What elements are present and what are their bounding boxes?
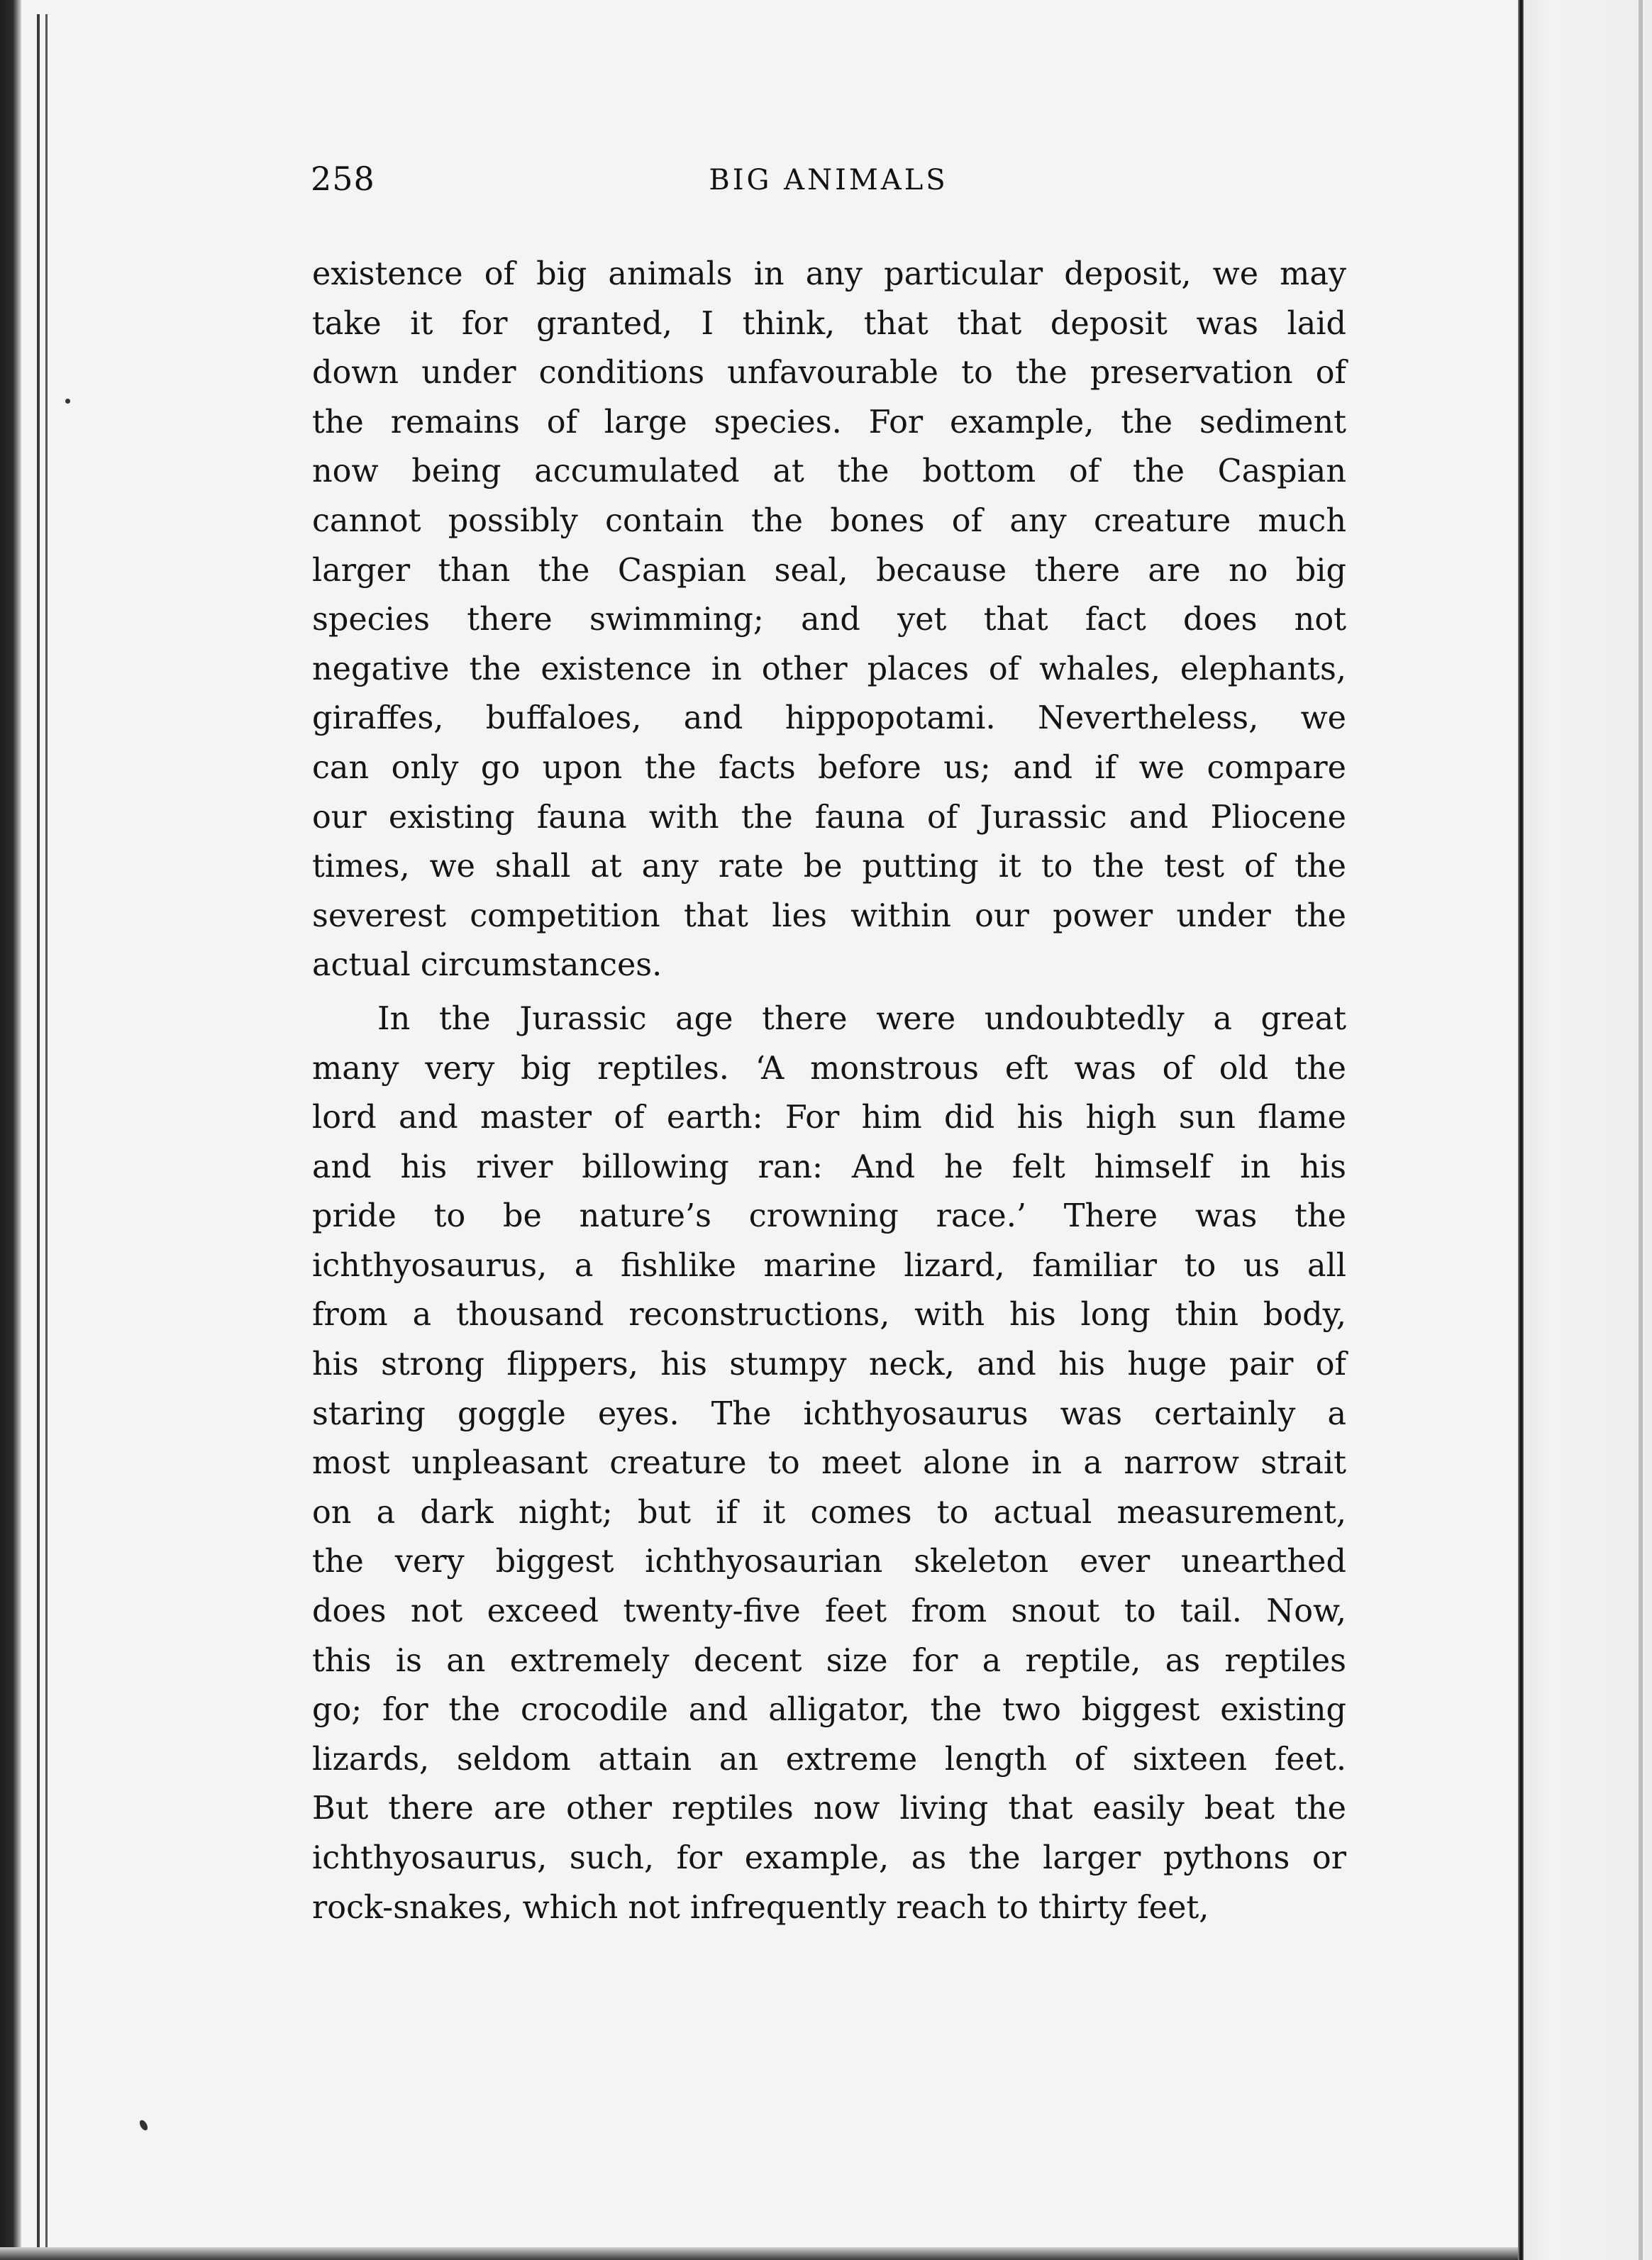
text-line: the remains of large species. For example, the sediment xyxy=(312,404,1346,441)
paragraph xyxy=(312,995,1346,1932)
running-title: BIG ANIMALS xyxy=(709,164,948,196)
text-line: can only go upon the facts before us; and if we compare xyxy=(312,749,1346,786)
text-line: But there are other reptiles now living that easily beat the xyxy=(312,1790,1346,1827)
text-line: take it for granted, I think, that that deposit was laid xyxy=(312,305,1346,342)
adjacent-page-border xyxy=(1639,0,1643,2260)
text-line: pride to be nature’s crowning race.’ There was the xyxy=(312,1198,1346,1235)
text-line: rock-snakes, which not infrequently reach to thirty feet, xyxy=(312,1889,1209,1926)
text-line: species there swimming; and yet that fact does not xyxy=(312,602,1346,638)
page-fold-line xyxy=(1518,0,1524,2260)
page-number: 258 xyxy=(311,160,375,198)
text-line: lord and master of earth: For him did his high sun flame xyxy=(312,1099,1346,1136)
text-line: larger than the Caspian seal, because there are no big xyxy=(312,552,1346,589)
text-line: now being accumulated at the bottom of the Caspian xyxy=(312,453,1346,490)
text-line: actual circumstances. xyxy=(312,947,663,984)
body-text xyxy=(312,250,1346,1932)
text-line: most unpleasant creature to meet alone in a narrow strait xyxy=(312,1445,1346,1482)
adjacent-page-edge xyxy=(1524,0,1652,2260)
text-line: on a dark night; but if it comes to actual measurement, xyxy=(312,1494,1346,1531)
text-line: severest competition that lies within our power under the xyxy=(312,897,1346,934)
text-line: ichthyosaurus, such, for example, as the larger pythons or xyxy=(312,1840,1346,1876)
text-line: cannot possibly contain the bones of any creature much xyxy=(312,502,1346,539)
text-line: lizards, seldom attain an extreme length of sixteen feet. xyxy=(312,1741,1346,1778)
text-line: negative the existence in other places of whales, elephants, xyxy=(312,650,1346,687)
text-line: does not exceed twenty-five feet from snout to tail. Now, xyxy=(312,1593,1346,1630)
text-line: and his river billowing ran: And he felt himself in his xyxy=(312,1148,1346,1185)
text-line: staring goggle eyes. The ichthyosaurus was certainly a xyxy=(312,1395,1346,1432)
text-line: our existing fauna with the fauna of Jurassic and Pliocene xyxy=(312,799,1346,836)
text-line: from a thousand reconstructions, with his long thin body, xyxy=(312,1297,1346,1334)
text-line: In the Jurassic age there were undoubtedly a great xyxy=(377,1000,1346,1037)
text-line: his strong flippers, his stumpy neck, and his huge pair of xyxy=(312,1346,1346,1383)
text-line: times, we shall at any rate be putting it to the test of the xyxy=(312,848,1346,885)
text-line: giraffes, buffaloes, and hippopotami. Nevertheless, we xyxy=(312,700,1346,737)
text-line: ichthyosaurus, a fishlike marine lizard, familiar to us all xyxy=(312,1247,1346,1284)
text-line: this is an extremely decent size for a reptile, as reptiles xyxy=(312,1642,1346,1679)
text-line: go; for the crocodile and alligator, the two biggest existing xyxy=(312,1692,1346,1729)
text-line: the very biggest ichthyosaurian skeleton ever unearthed xyxy=(312,1544,1346,1580)
text-line: existence of big animals in any particular deposit, we may xyxy=(312,256,1346,292)
text-line: down under conditions unfavourable to the preservation of xyxy=(312,355,1346,392)
text-line: many very big reptiles. ‘A monstrous eft was of old the xyxy=(312,1050,1346,1087)
paragraph xyxy=(312,250,1346,990)
running-head xyxy=(311,160,1346,209)
